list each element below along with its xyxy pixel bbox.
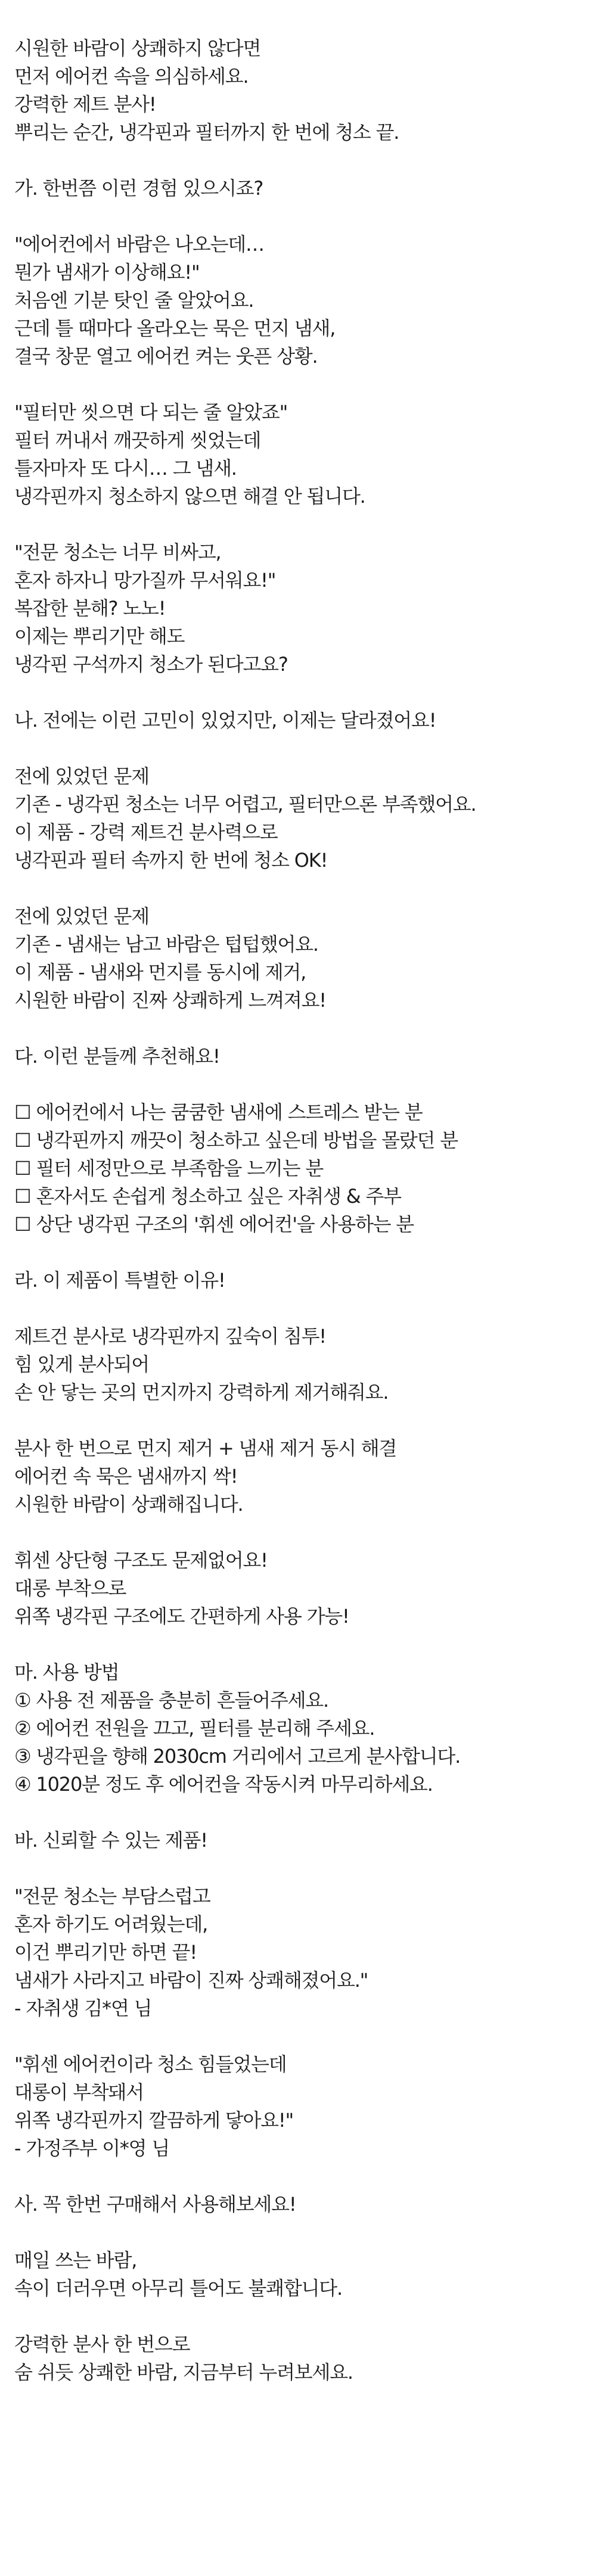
- text-line: ① 사용 전 제품을 충분히 흔들어주세요.: [14, 1689, 328, 1712]
- text-line: 가. 한번쯤 이런 경험 있으시죠?: [14, 177, 263, 200]
- text-line: 혼자 하기도 어려웠는데,: [14, 1913, 208, 1936]
- text-paragraph: [14, 763, 582, 875]
- text-line: "에어컨에서 바람은 나오는데…: [14, 233, 264, 256]
- text-paragraph: [14, 1435, 582, 1519]
- text-paragraph: [14, 707, 582, 735]
- text-line: ④ 1020분 정도 후 에어컨을 작동시켜 마무리하세요.: [14, 1773, 433, 1796]
- text-line: 시원한 바람이 상쾌하지 않다면: [14, 37, 261, 60]
- text-paragraph: [14, 1547, 582, 1631]
- text-line: 결국 창문 열고 에어컨 켜는 웃픈 상황.: [14, 345, 318, 368]
- text-paragraph: [14, 1323, 582, 1407]
- text-paragraph: [14, 1659, 582, 1799]
- text-line: 위쪽 냉각핀까지 깔끔하게 닿아요!": [14, 2109, 294, 2132]
- text-line: 강력한 분사 한 번으로: [14, 2333, 190, 2356]
- text-line: ☐ 상단 냉각핀 구조의 '휘센 에어컨'을 사용하는 분: [14, 1213, 414, 1236]
- text-line: 손 안 닿는 곳의 먼지까지 강력하게 제거해줘요.: [14, 1381, 389, 1404]
- text-line: 라. 이 제품이 특별한 이유!: [14, 1269, 225, 1292]
- text-line: "전문 청소는 부담스럽고: [14, 1885, 210, 1908]
- text-line: 뭔가 냄새가 이상해요!": [14, 261, 200, 284]
- text-line: 마. 사용 방법: [14, 1661, 119, 1684]
- text-paragraph: [14, 35, 582, 147]
- text-paragraph: [14, 175, 582, 203]
- text-line: 냉각핀과 필터 속까지 한 번에 청소 OK!: [14, 849, 328, 872]
- text-line: 필터 꺼내서 깨끗하게 씻었는데: [14, 429, 261, 452]
- text-line: 냉각핀 구석까지 청소가 된다고요?: [14, 653, 288, 676]
- text-line: ☐ 냉각핀까지 깨끗이 청소하고 싶은데 방법을 몰랐던 분: [14, 1129, 458, 1152]
- text-line: 에어컨 속 묵은 냄새까지 싹!: [14, 1465, 238, 1488]
- text-paragraph: [14, 2191, 582, 2219]
- text-line: 사. 꼭 한번 구매해서 사용해보세요!: [14, 2193, 296, 2216]
- text-line: ☐ 필터 세정만으로 부족함을 느끼는 분: [14, 1157, 324, 1180]
- text-line: 이건 뿌리기만 하면 끝!: [14, 1941, 197, 1964]
- text-paragraph: [14, 903, 582, 1015]
- text-line: 속이 더러우면 아무리 틀어도 불쾌합니다.: [14, 2277, 342, 2300]
- text-line: 전에 있었던 문제: [14, 905, 149, 928]
- text-line: 제트건 분사로 냉각핀까지 깊숙이 침투!: [14, 1325, 326, 1348]
- text-line: "전문 청소는 너무 비싸고,: [14, 541, 221, 564]
- text-line: 휘센 상단형 구조도 문제없어요!: [14, 1549, 268, 1572]
- text-line: ☐ 에어컨에서 나는 쿰쿰한 냄새에 스트레스 받는 분: [14, 1101, 423, 1124]
- text-line: 전에 있었던 문제: [14, 765, 149, 788]
- text-paragraph: [14, 1827, 582, 1855]
- text-line: 대롱이 부착돼서: [14, 2081, 144, 2104]
- text-line: 대롱 부착으로: [14, 1577, 126, 1600]
- text-line: 시원한 바람이 상쾌해집니다.: [14, 1493, 243, 1516]
- text-paragraph: [14, 1099, 582, 1239]
- text-paragraph: [14, 1267, 582, 1295]
- text-line: 이제는 뿌리기만 해도: [14, 625, 185, 648]
- text-line: - 자취생 김*연 님: [14, 1997, 152, 2020]
- text-paragraph: [14, 1043, 582, 1071]
- text-line: 기존 - 냉각핀 청소는 너무 어렵고, 필터만으론 부족했어요.: [14, 793, 476, 816]
- text-line: 복잡한 분해? 노노!: [14, 597, 166, 620]
- text-line: 숨 쉬듯 상쾌한 바람, 지금부터 누려보세요.: [14, 2361, 353, 2384]
- text-line: 혼자 하자니 망가질까 무서워요!": [14, 569, 276, 592]
- text-paragraph: [14, 399, 582, 511]
- text-line: 시원한 바람이 진짜 상쾌하게 느껴져요!: [14, 989, 326, 1012]
- text-line: 분사 한 번으로 먼지 제거 + 냄새 제거 동시 해결: [14, 1437, 397, 1460]
- text-line: 강력한 제트 분사!: [14, 93, 156, 116]
- text-paragraph: [14, 2051, 582, 2163]
- text-paragraph: [14, 1883, 582, 2023]
- text-line: 기존 - 냄새는 남고 바람은 텁텁했어요.: [14, 933, 318, 956]
- text-paragraph: [14, 2247, 582, 2303]
- text-line: ☐ 혼자서도 손쉽게 청소하고 싶은 자취생 & 주부: [14, 1185, 401, 1208]
- text-line: "필터만 씻으면 다 되는 줄 알았죠": [14, 401, 288, 424]
- text-line: "휘센 에어컨이라 청소 힘들었는데: [14, 2053, 287, 2076]
- text-line: ② 에어컨 전원을 끄고, 필터를 분리해 주세요.: [14, 1717, 375, 1740]
- text-line: 나. 전에는 이런 고민이 있었지만, 이제는 달라졌어요!: [14, 709, 436, 732]
- text-line: 틀자마자 또 다시… 그 냄새.: [14, 457, 237, 480]
- text-line: 먼저 에어컨 속을 의심하세요.: [14, 65, 249, 88]
- text-paragraph: [14, 2331, 582, 2387]
- text-line: 처음엔 기분 탓인 줄 알았어요.: [14, 289, 254, 312]
- text-line: 매일 쓰는 바람,: [14, 2249, 137, 2272]
- text-line: ③ 냉각핀을 향해 2030cm 거리에서 고르게 분사합니다.: [14, 1745, 461, 1768]
- text-line: 이 제품 - 강력 제트건 분사력으로: [14, 821, 278, 844]
- text-line: 바. 신뢰할 수 있는 제품!: [14, 1829, 207, 1852]
- text-line: 위쪽 냉각핀 구조에도 간편하게 사용 가능!: [14, 1605, 349, 1628]
- text-paragraph: [14, 231, 582, 371]
- text-line: 이 제품 - 냄새와 먼지를 동시에 제거,: [14, 961, 306, 984]
- text-line: - 가정주부 이*영 님: [14, 2137, 170, 2160]
- text-paragraph: [14, 539, 582, 679]
- text-line: 냉각핀까지 청소하지 않으면 해결 안 됩니다.: [14, 485, 365, 508]
- text-line: 힘 있게 분사되어: [14, 1353, 149, 1376]
- text-line: 뿌리는 순간, 냉각핀과 필터까지 한 번에 청소 끝.: [14, 121, 399, 144]
- text-line: 근데 틀 때마다 올라오는 묵은 먼지 냄새,: [14, 317, 336, 340]
- text-line: 냄새가 사라지고 바람이 진짜 상쾌해졌어요.": [14, 1969, 368, 1992]
- text-line: 다. 이런 분들께 추천해요!: [14, 1045, 220, 1068]
